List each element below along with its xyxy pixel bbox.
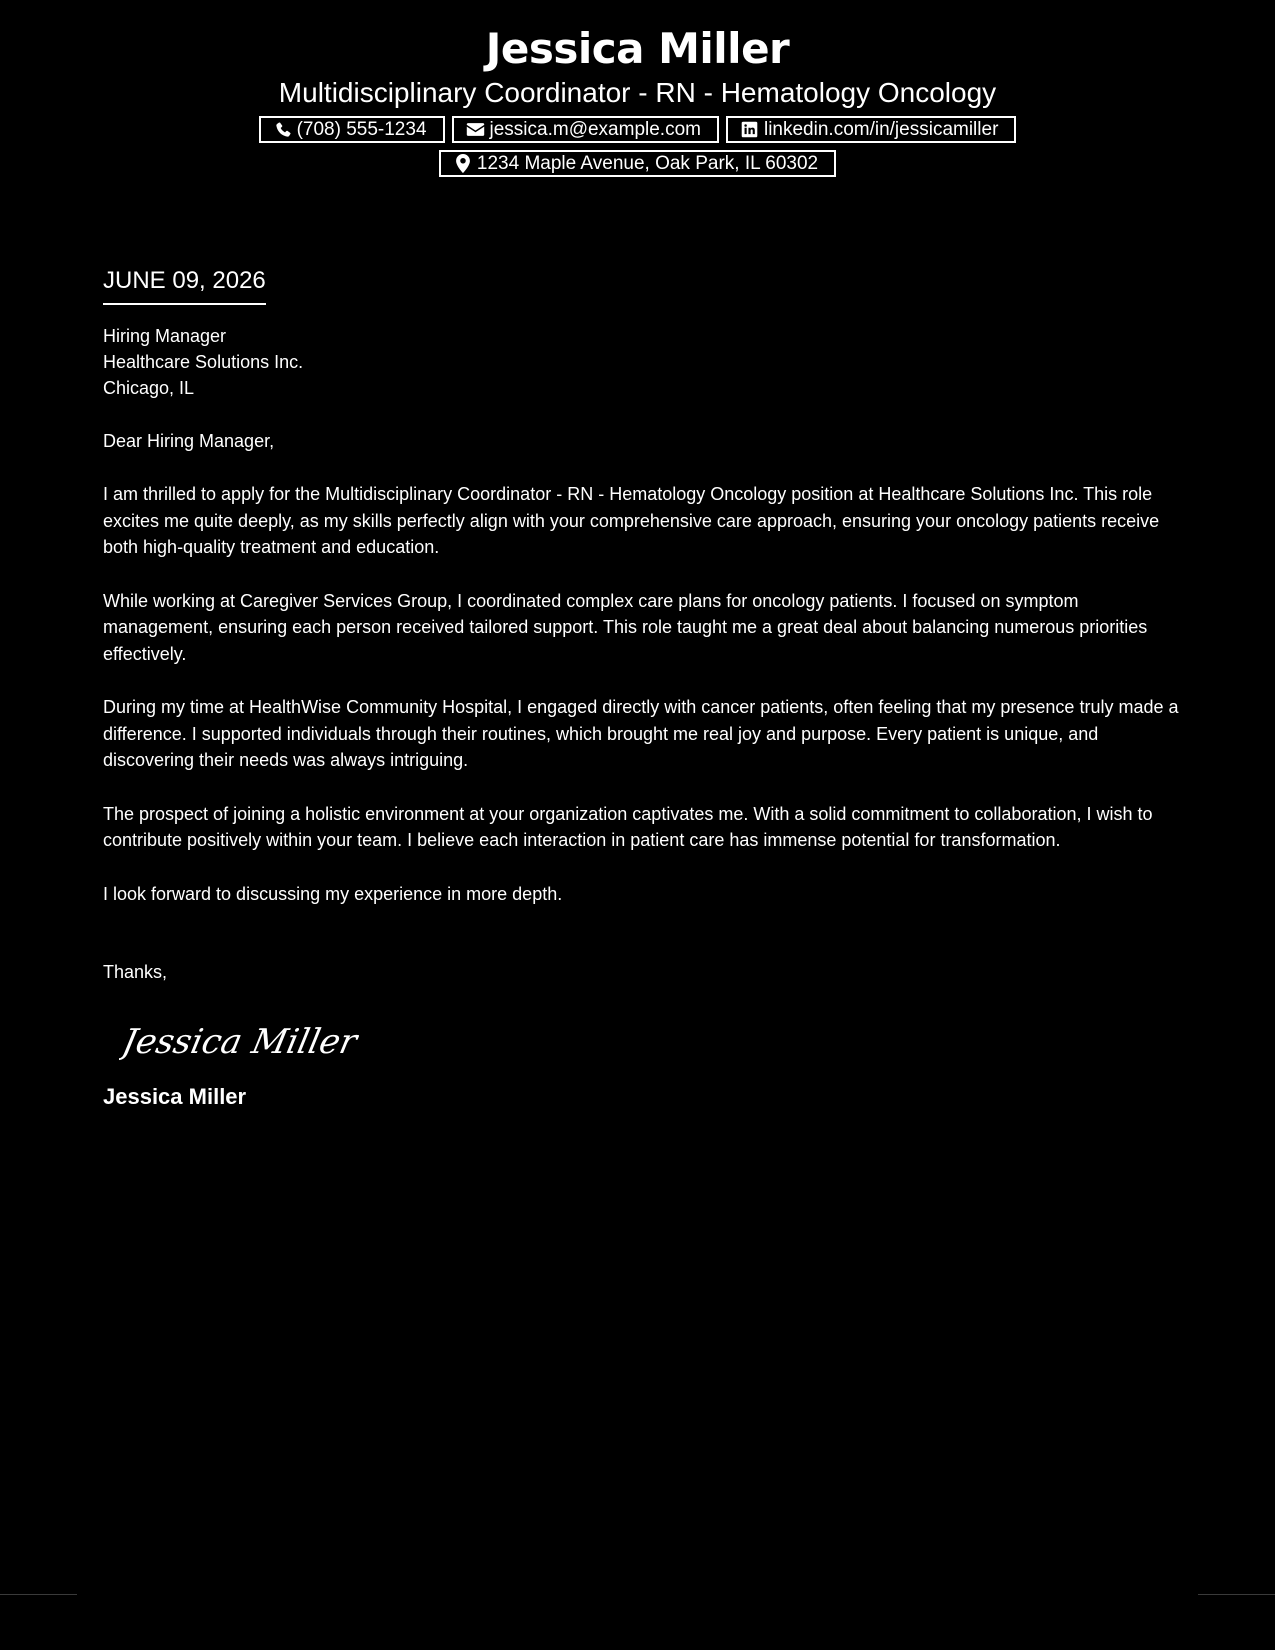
body-paragraph: During my time at HealthWise Community Hospital, I engaged directly with cancer patients, often feeling that my presence truly made a difference. I supported individuals through their routines, which brought me real joy and purpose. Every patient is unique, and discovering their needs was always intriguing.	[103, 697, 1179, 770]
recipient-block	[103, 323, 1183, 401]
body-paragraph: I look forward to discussing my experience in more depth.	[103, 883, 563, 904]
closing: Thanks,	[103, 962, 168, 982]
map-marker-icon	[453, 154, 473, 174]
signer-name: Jessica Miller	[103, 1084, 247, 1109]
email-chip[interactable]	[452, 116, 719, 143]
phone-chip[interactable]	[259, 116, 445, 143]
letter-body	[103, 266, 1183, 1111]
salutation: Dear Hiring Manager,	[103, 431, 275, 451]
envelope-icon	[466, 120, 486, 140]
address-text: 1234 Maple Avenue, Oak Park, IL 60302	[476, 153, 819, 174]
body-paragraph: I am thrilled to apply for the Multidisciplinary Coordinator - RN - Hematology Oncology position at Healthcare Solutions Inc. This role excites me quite deeply, as my skills perfectly align with your comprehensive care approach, ensuring your oncology patients receive both high-quality treatment and education.	[103, 484, 1160, 557]
letter-header	[0, 22, 1275, 177]
body-paragraph: While working at Caregiver Services Group, I coordinated complex care plans for oncology patients. I focused on symptom management, ensuring each person received tailored support. This role taught me a great deal about balancing numerous priorities effectively.	[103, 590, 1148, 664]
linkedin-text: linkedin.com/in/jessicamiller	[763, 119, 999, 140]
letter-date: JUNE 09, 2026	[103, 266, 266, 305]
email-text: jessica.m@example.com	[489, 119, 701, 140]
applicant-name: Jessica Miller	[485, 24, 790, 73]
phone-text: (708) 555-1234	[296, 119, 427, 140]
footer-rule-left	[0, 1594, 77, 1595]
signature-text: Jessica Miller	[119, 1022, 359, 1062]
handwritten-signature	[119, 1013, 1183, 1069]
body-paragraph: The prospect of joining a holistic environment at your organization captivates me. With a solid commitment to collaboration, I wish to contribute positively within your team. I believe each interaction in patient care has immense potential for transformation.	[103, 803, 1153, 850]
footer-rule-right	[1198, 1594, 1275, 1595]
recipient-line: Hiring Manager	[103, 326, 227, 346]
recipient-line: Healthcare Solutions Inc.	[103, 352, 304, 372]
phone-icon	[273, 120, 293, 140]
job-title: Multidisciplinary Coordinator - RN - Hematology Oncology	[278, 77, 997, 108]
recipient-line: Chicago, IL	[103, 378, 195, 398]
linkedin-chip[interactable]	[726, 116, 1016, 143]
linkedin-icon	[740, 120, 760, 140]
address-row	[0, 150, 1275, 177]
contact-row	[0, 116, 1275, 143]
address-chip	[439, 150, 836, 177]
